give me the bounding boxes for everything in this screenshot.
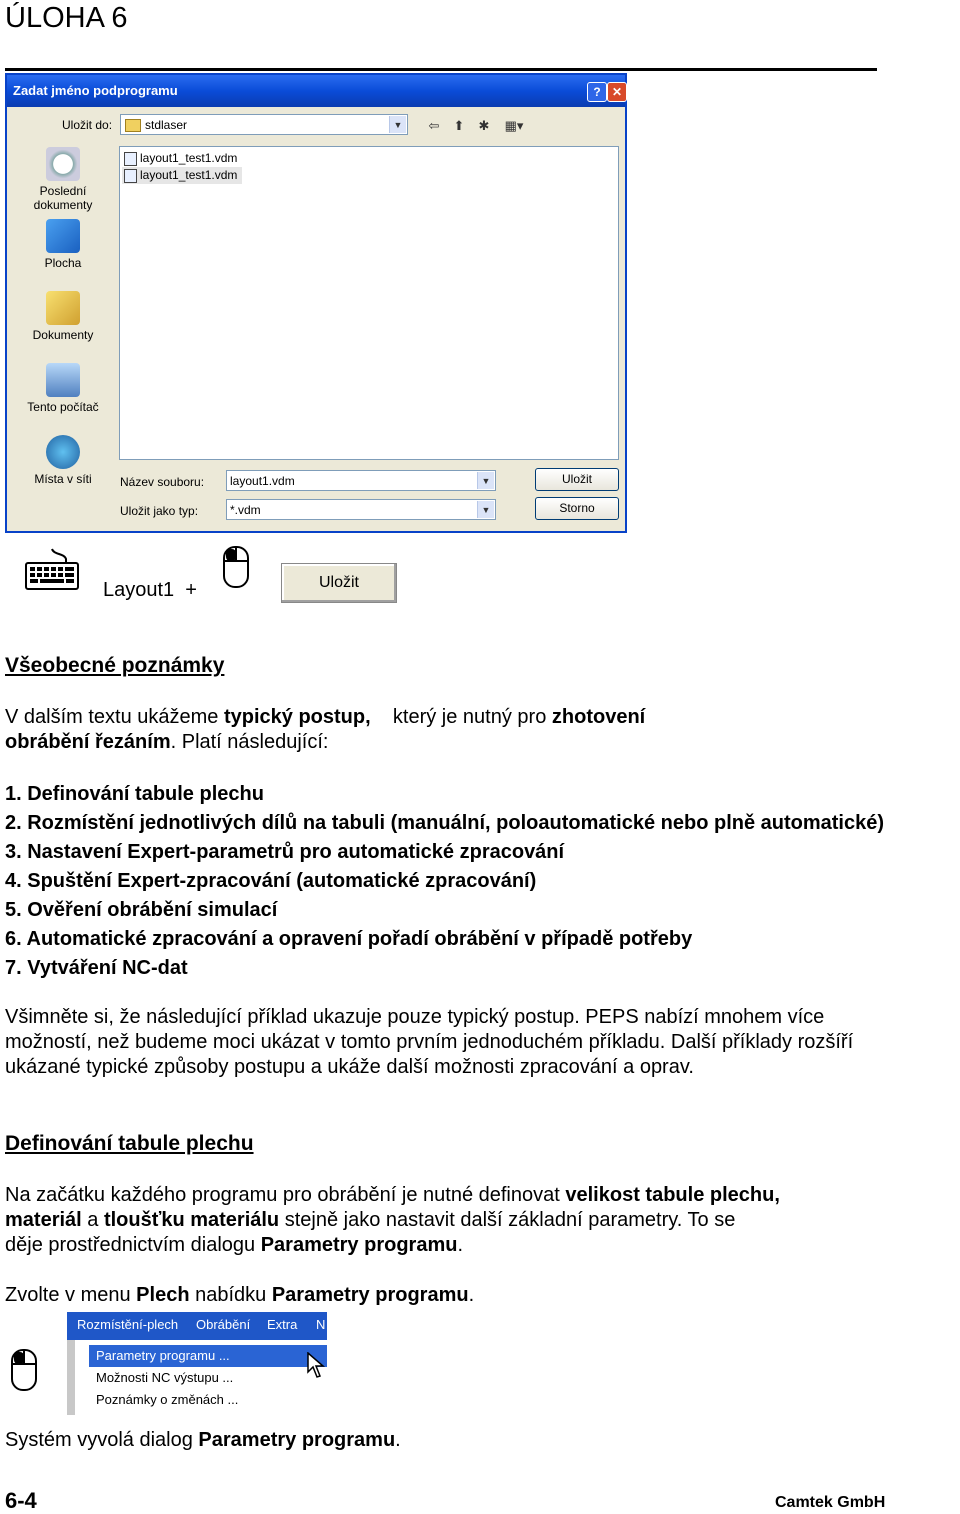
cursor-arrow-icon: [307, 1352, 325, 1380]
general-note: Všimněte si, že následující příklad ukazuje pouze typický postup. PEPS nabízí mnohem více možností, než budeme moci ukázat v tomto prvním jednoduchém příkladu. Další příklady rozšíří ukázané typické způsoby postupu a ukáže další možnosti zpracování a oprav.: [5, 1006, 854, 1078]
place-computer[interactable]: [21, 363, 105, 414]
network-globe-icon: [46, 435, 80, 469]
chevron-down-icon[interactable]: ▼: [477, 472, 494, 489]
documents-folder-icon: [46, 291, 80, 325]
file-list[interactable]: [119, 146, 619, 460]
place-computer-label: Tento počítač: [27, 400, 99, 414]
bold-text-run: velikost tabule plechu,: [565, 1184, 780, 1206]
bold-text-run: tloušťku materiálu: [103, 1209, 280, 1231]
text-run: nabídku: [189, 1284, 272, 1306]
bold-text-run: materiál: [5, 1209, 82, 1231]
general-intro: [5, 705, 905, 755]
desktop-icon: [46, 219, 80, 253]
dialog-title: Zadat jméno podprogramu: [13, 83, 178, 98]
bold-text-run: Parametry programu: [198, 1429, 396, 1451]
bold-text-run: Plech: [136, 1284, 190, 1306]
menu-item-moznosti[interactable]: Možnosti NC výstupu ...: [96, 1370, 234, 1385]
keyboard-icon: [24, 547, 80, 593]
close-button[interactable]: ✕: [607, 82, 627, 102]
place-desktop-label: Plocha: [44, 256, 82, 270]
menu-bar: [67, 1312, 327, 1340]
text-run: .: [468, 1284, 475, 1306]
text-run: Na začátku každého programu pro obrábění je nutné definovat: [5, 1184, 566, 1206]
file-item[interactable]: layout1_test1.vdm: [122, 167, 242, 184]
heading-rule: [5, 68, 877, 71]
save-in-value: stdlaser: [145, 118, 188, 132]
list-item: 2. Rozmístění jednotlivých dílů na tabuli (manuální, poloautomatické nebo plně automatické): [5, 812, 885, 834]
place-documents[interactable]: [21, 291, 105, 342]
save-button[interactable]: Uložit: [535, 468, 619, 491]
cancel-button[interactable]: Storno: [535, 497, 619, 520]
menu-tab-extra[interactable]: Extra: [267, 1317, 298, 1332]
menu-shadow: [67, 1340, 75, 1415]
text-run: . Platí následující:: [170, 731, 329, 753]
menu-tab-rozmisteni[interactable]: Rozmístění-plech: [77, 1317, 179, 1332]
place-network-label: Místa v síti: [34, 472, 92, 486]
place-recent[interactable]: [21, 147, 105, 212]
page-heading: ÚLOHA 6: [5, 2, 128, 34]
bold-text-run: zhotovení: [551, 706, 646, 728]
menu-item-poznamky[interactable]: Poznámky o změnách ...: [96, 1392, 239, 1407]
filename-input[interactable]: [226, 470, 496, 491]
text-run: a: [81, 1209, 104, 1231]
filetype-value: *.vdm: [230, 503, 261, 517]
text-run: stejně jako nastavit další základní parametry. To se děje prostřednictvím dialogu: [5, 1209, 736, 1256]
list-item: 6. Automatické zpracování a opravení pořadí obrábění v případě potřeby: [5, 928, 693, 950]
bold-text-run: Parametry programu: [271, 1284, 469, 1306]
text-run: .: [457, 1234, 464, 1256]
place-recent-label: Poslední dokumenty: [33, 184, 93, 212]
menu-screenshot: [67, 1312, 327, 1415]
list-item: 3. Nastavení Expert-parametrů pro automatické zpracování: [5, 841, 565, 863]
menu-instruction: [5, 1283, 905, 1308]
view-menu-icon[interactable]: ▦▾: [504, 118, 524, 133]
dialog-titlebar: [7, 75, 625, 107]
section-heading-general: Všeobecné poznámky: [5, 654, 225, 677]
bold-text-run: typický postup,: [223, 706, 371, 728]
save-in-label: Uložit do:: [62, 118, 113, 132]
steps-list: [5, 780, 884, 983]
keyboard-input-text: Layout1 +: [103, 579, 197, 601]
mouse-icon: [222, 541, 250, 589]
save-in-combo[interactable]: [120, 114, 408, 135]
folder-icon: [125, 119, 141, 132]
list-item: 5. Ověření obrábění simulací: [5, 899, 278, 921]
list-item: 7. Vytváření NC-dat: [5, 957, 188, 979]
chevron-down-icon[interactable]: ▼: [477, 501, 494, 518]
section-heading-sheet: Definování tabule plechu: [5, 1132, 254, 1155]
place-desktop[interactable]: [21, 219, 105, 270]
text-run: .: [395, 1429, 401, 1451]
save-dialog: [5, 73, 627, 533]
save-button-illustration[interactable]: Uložit: [281, 563, 397, 603]
dialog-result-text: [5, 1428, 905, 1453]
mouse-icon: [10, 1344, 38, 1392]
text-run: Systém vyvolá dialog: [5, 1429, 199, 1451]
menu-tab-obrabeni[interactable]: Obrábění: [196, 1317, 251, 1332]
file-item[interactable]: layout1_test1.vdm: [122, 150, 616, 167]
sheet-paragraph: [5, 1183, 905, 1258]
filetype-select[interactable]: [226, 499, 496, 520]
text-run: V dalším textu ukážeme: [5, 706, 224, 728]
recent-documents-icon: [46, 147, 80, 181]
page-number: 6-4: [5, 1488, 37, 1513]
filename-label: Název souboru:: [120, 475, 205, 489]
bold-text-run: obrábění řezáním: [5, 731, 171, 753]
list-item: 1. Definování tabule plechu: [5, 783, 264, 805]
company-name: Camtek GmbH: [775, 1494, 886, 1511]
computer-icon: [46, 363, 80, 397]
menu-tab-n[interactable]: N: [316, 1317, 326, 1332]
bold-text-run: Parametry programu: [260, 1234, 458, 1256]
chevron-down-icon[interactable]: ▼: [389, 116, 406, 133]
place-network[interactable]: [21, 435, 105, 486]
list-item: 4. Spuštění Expert-zpracování (automatické zpracování): [5, 870, 537, 892]
text-run: který je nutný pro: [370, 706, 552, 728]
new-folder-icon[interactable]: ✱: [478, 118, 490, 133]
text-run: Zvolte v menu: [5, 1284, 137, 1306]
help-button[interactable]: ?: [587, 82, 607, 102]
menu-item-parametry[interactable]: Parametry programu ...: [96, 1348, 230, 1363]
up-folder-icon[interactable]: ⬆: [453, 118, 465, 133]
back-icon[interactable]: ⇦: [428, 118, 440, 133]
filename-value: layout1.vdm: [230, 474, 295, 488]
place-documents-label: Dokumenty: [32, 328, 94, 342]
filetype-label: Uložit jako typ:: [120, 504, 199, 518]
